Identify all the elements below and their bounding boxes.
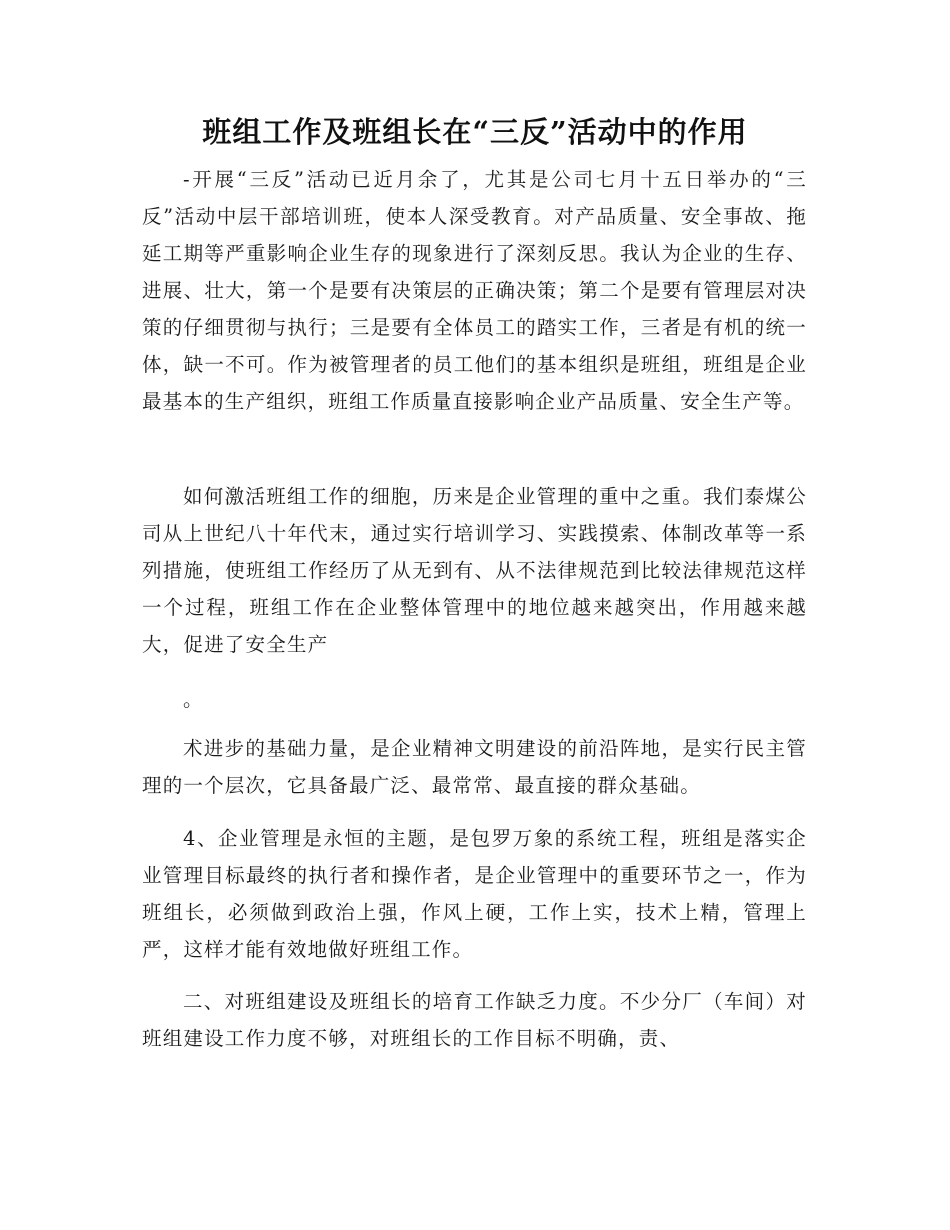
paragraph-team-activation: 如何激活班组工作的细胞，历来是企业管理的重中之重。我们泰煤公司从上世纪八十年代末，通过实行培训学习、实践摸索、体制改革等一系列措施，使班组工作经历了从无到有、从不法律规范到比较法律规范这样一个过程，班组工作在企业整体管理中的地位越来越突出，作用越来越大，促进了安全生产 bbox=[142, 485, 807, 656]
paragraph-intro: -开展“三反”活动已近月余了，尤其是公司七月十五日举办的“三反”活动中层干部培训班，使本人深受教育。对产品质量、安全事故、拖延工期等严重影响企业生存的现象进行了深刻反思。我认为企业的生存、进展、壮大，第一个是要有决策层的正确决策；第二个是要有管理层对决策的仔细贯彻与执行；三是要有全体员工的踏实工作，三者是有机的统一体，缺一不可。作为被管理者的员工他们的基本组织是班组，班组是企业最基本的生产组织，班组工作质量直接影响企业产品质量、安全生产等。 bbox=[142, 168, 807, 413]
paragraph-point-4: 4、企业管理是永恒的主题，是包罗万象的系统工程，班组是落实企业管理目标最终的执行者和操作者，是企业管理中的重要环节之一，作为班组长，必须做到政治上强，作风上硬，工作上实，技术上精，管理上严，这样才能有效地做好班组工作。 bbox=[142, 827, 807, 961]
paragraph-fragment-period: 。 bbox=[183, 688, 204, 711]
paragraph-foundation: 术进步的基础力量，是企业精神文明建设的前沿阵地，是实行民主管理的一个层次，它具备最广泛、最常常、最直接的群众基础。 bbox=[142, 737, 807, 797]
document-title: 班组工作及班组长在“三反”活动中的作用 bbox=[202, 115, 748, 149]
paragraph-section-two: 二、对班组建设及班组长的培育工作缺乏力度。不少分厂（车间）对班组建设工作力度不够，对班组长的工作目标不明确，责、 bbox=[142, 990, 807, 1050]
